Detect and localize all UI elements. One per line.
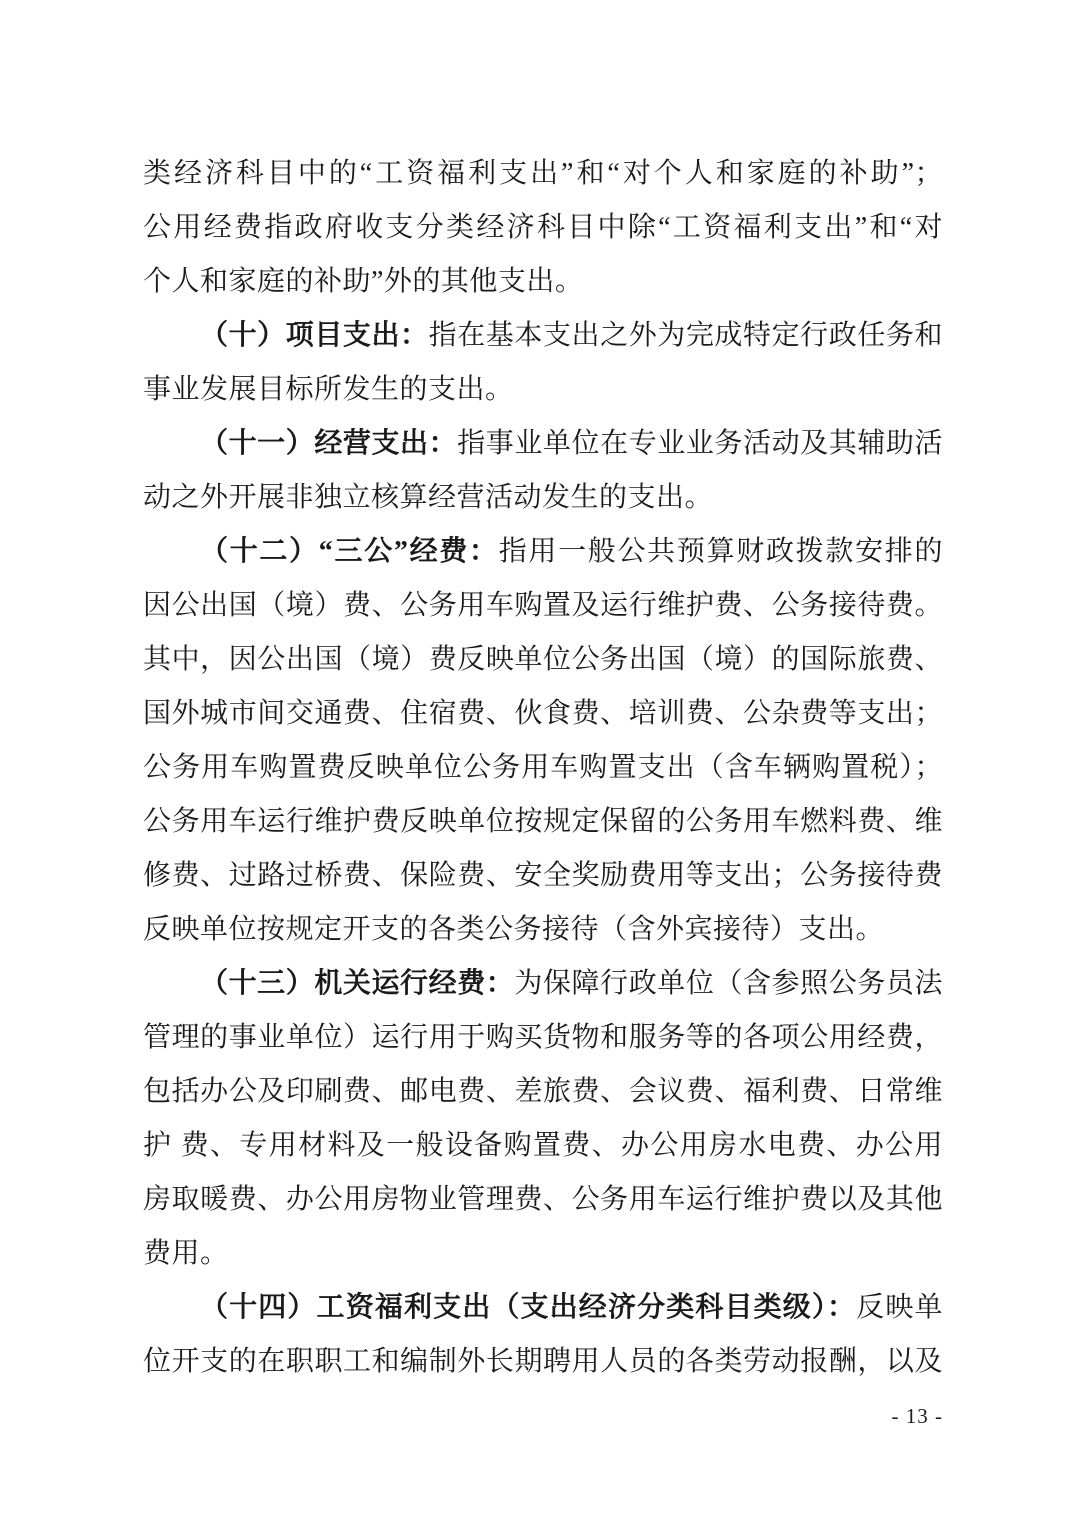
text-line: [143, 687, 943, 741]
body-text: 管理的事业单位）运行用于购买货物和服务等的各项公用经费，: [143, 1022, 943, 1053]
body-text: 为保障行政单位（含参照公务员法: [514, 968, 943, 999]
body-text: 包括办公及印刷费、邮电费、差旅费、会议费、福利费、日常维: [143, 1076, 943, 1107]
body-text: 国外城市间交通费、住宿费、伙食费、培训费、公杂费等支出；: [143, 698, 943, 729]
text-line: [143, 1173, 943, 1227]
term-heading: （十）项目支出：: [200, 320, 429, 351]
text-line: [143, 633, 943, 687]
body-text: 其中，因公出国（境）费反映单位公务出国（境）的国际旅费、: [143, 644, 943, 675]
body-text: 公务用车购置费反映单位公务用车购置支出（含车辆购置税）；: [143, 752, 943, 783]
text-line: [143, 579, 943, 633]
text-line: [143, 1227, 943, 1281]
text-line: [143, 1011, 943, 1065]
term-heading: （十二）“三公”经费：: [200, 536, 499, 567]
term-heading: （十三）机关运行经费：: [200, 968, 515, 999]
term-heading: （十一）经营支出：: [200, 428, 458, 459]
body-text: 费用。: [143, 1238, 229, 1269]
text-line: [143, 903, 943, 957]
body-text: 房取暖费、办公用房物业管理费、公务用车运行维护费以及其他: [143, 1184, 943, 1215]
text-line: [143, 363, 943, 417]
text-line: [143, 1119, 943, 1173]
body-text: 指用一般公共预算财政拨款安排的: [498, 536, 943, 567]
body-text: 护 费、专用材料及一般设备购置费、办公用房水电费、办公用: [143, 1130, 943, 1161]
text-line: [143, 255, 943, 309]
term-heading: （十四）工资福利支出（支出经济分类科目类级）：: [200, 1292, 857, 1323]
body-text: 修费、过路过桥费、保险费、安全奖励费用等支出；公务接待费: [143, 860, 943, 891]
body-text: 事业发展目标所发生的支出。: [143, 374, 514, 405]
text-line: [143, 1281, 943, 1335]
document-body: [143, 147, 943, 1389]
text-line: [143, 795, 943, 849]
body-text: 公务用车运行维护费反映单位按规定保留的公务用车燃料费、维: [143, 806, 943, 837]
text-line: [143, 417, 943, 471]
text-line: [143, 525, 943, 579]
text-line: [143, 957, 943, 1011]
body-text: 指事业单位在专业业务活动及其辅助活: [457, 428, 943, 459]
body-text: 个人和家庭的补助”外的其他支出。: [143, 266, 584, 297]
body-text: 反映单: [856, 1292, 943, 1323]
text-line: [143, 201, 943, 255]
text-line: [143, 309, 943, 363]
text-line: [143, 471, 943, 525]
body-text: 指在基本支出之外为完成特定行政任务和: [428, 320, 943, 351]
body-text: 公用经费指政府收支分类经济科目中除“工资福利支出”和“对: [143, 212, 943, 243]
text-line: [143, 1065, 943, 1119]
body-text: 反映单位按规定开支的各类公务接待（含外宾接待）支出。: [143, 914, 885, 945]
text-line: [143, 741, 943, 795]
text-line: [143, 1335, 943, 1389]
body-text: 类经济科目中的“工资福利支出”和“对个人和家庭的补助”；: [143, 158, 943, 189]
body-text: 位开支的在职职工和编制外长期聘用人员的各类劳动报酬，以及: [143, 1346, 943, 1377]
page-number: - 13 -: [891, 1404, 943, 1428]
text-line: [143, 147, 943, 201]
body-text: 动之外开展非独立核算经营活动发生的支出。: [143, 482, 714, 513]
body-text: 因公出国（境）费、公务用车购置及运行维护费、公务接待费。: [143, 590, 943, 621]
text-line: [143, 849, 943, 903]
